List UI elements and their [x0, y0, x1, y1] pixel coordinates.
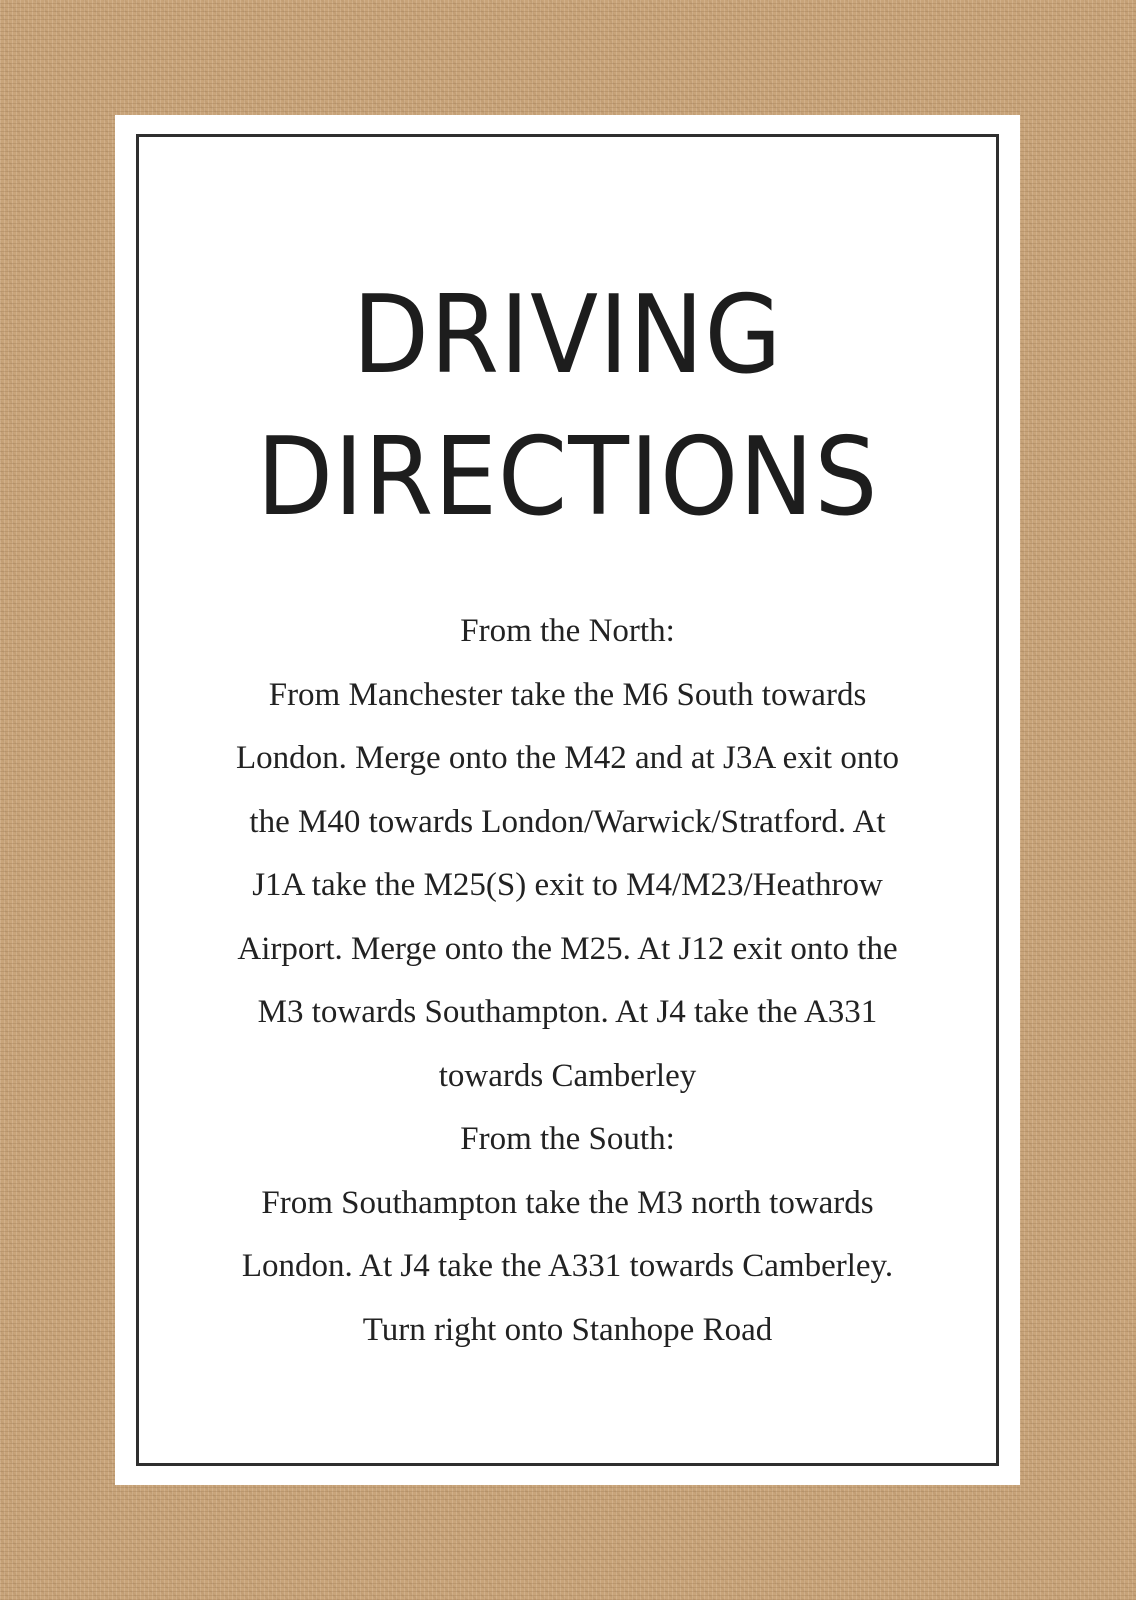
title-line-1: DRIVING	[352, 273, 783, 398]
south-line: Turn right onto Stanhope Road	[362, 1311, 773, 1348]
north-line: towards Camberley	[438, 1057, 697, 1094]
page-title	[115, 265, 1020, 549]
north-line: Airport. Merge onto the M25. At J12 exit onto the	[237, 930, 898, 967]
title-line-2: DIRECTIONS	[256, 415, 879, 540]
north-line: From Manchester take the M6 South towards	[268, 676, 867, 713]
south-heading: From the South:	[460, 1121, 675, 1157]
north-line: J1A take the M25(S) exit to M4/M23/Heathrow	[252, 867, 883, 903]
north-line: the M40 towards London/Warwick/Stratford. At	[249, 803, 886, 840]
directions-text	[115, 600, 1020, 1362]
directions-card	[115, 115, 1020, 1485]
north-line: M3 towards Southampton. At J4 take the A331	[257, 994, 878, 1030]
south-line: From Southampton take the M3 north towards	[261, 1184, 874, 1221]
south-line: London. At J4 take the A331 towards Camberley.	[241, 1248, 894, 1284]
north-line: London. Merge onto the M42 and at J3A exit onto	[236, 740, 899, 776]
north-heading: From the North:	[460, 613, 675, 649]
